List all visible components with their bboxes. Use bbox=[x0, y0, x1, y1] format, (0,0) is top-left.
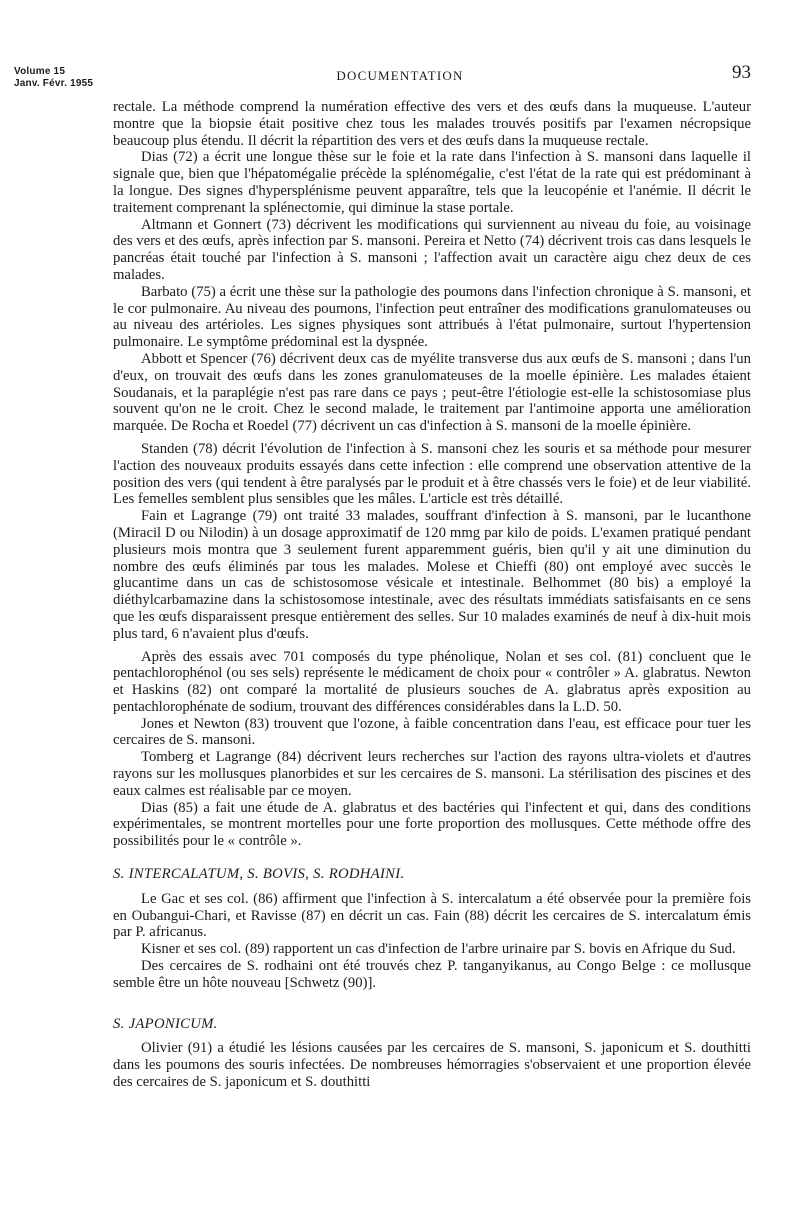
paragraph: Barbato (75) a écrit une thèse sur la pathologie des poumons dans l'infection chronique à S. mansoni, et le cor pulmonaire. Au niveau des poumons, l'infection peut entraîner des modifications granulomateuses ou au niveau des artérioles. Les signes physiques sont attribués à l'état pulmonaire, surtout l'hypertension pulmonaire. Le symptôme prédominal est la dyspnée. bbox=[113, 283, 751, 351]
running-title: DOCUMENTATION bbox=[336, 68, 464, 83]
section-heading: S. INTERCALATUM, S. BOVIS, S. RODHAINI. bbox=[113, 866, 405, 883]
paragraph: Après des essais avec 701 composés du type phénolique, Nolan et ses col. (81) concluent que le pentachlorophénol (ou ses sels) représente le médicament de choix pour « contrôler » A. glabratus. Newton et Haskins (82) ont comparé la mortalité de plusieurs souches de A. glabratus après exposition au pentachlorophénate de sodium, trouvant des différences considérables dans la L.D. 50. bbox=[113, 648, 751, 715]
paragraph: Tomberg et Lagrange (84) décrivent leurs recherches sur l'action des rayons ultra-violets et d'autres rayons sur les mollusques planorbides et sur les cercaires de S. mansoni. La stérilisation des piscines et des eaux calmes est réalisable par ce moyen. bbox=[113, 749, 751, 799]
article-body bbox=[113, 99, 751, 1091]
paragraph: Jones et Newton (83) trouvent que l'ozone, à faible concentration dans l'eau, est efficace pour tuer les cercaires de S. mansoni. bbox=[113, 715, 751, 749]
page-number: 93 bbox=[732, 62, 751, 83]
paragraph: Altmann et Gonnert (73) décrivent les modifications qui surviennent au niveau du foie, au voisinage des vers et des œufs, après infection par S. mansoni. Pereira et Netto (74) décrivent trois cas dans lesquels le pancréas était touché par l'infection à S. mansoni ; l'affection avait un caractère aigu chez deux de ces malades. bbox=[113, 216, 751, 283]
paragraph: Standen (78) décrit l'évolution de l'infection à S. mansoni chez les souris et sa méthode pour mesurer l'action des nouveaux produits essayés dans cette infection : elle comprend une observation attentive de la position des vers (qui tendent à être paralysés par le produit et à être chassés vers le foie) et de leur viabilité. Les femelles semblent plus sensibles que les mâles. L'article est très détaillé. bbox=[113, 440, 751, 508]
issue-label: Janv. Févr. 1955 bbox=[14, 78, 94, 89]
paragraph: Le Gac et ses col. (86) affirment que l'infection à S. intercalatum a été observée pour la première fois en Oubangui-Chari, et Ravisse (87) en décrit un cas. Fain (88) décrit les cercaires de S. intercalatum émis par P. africanus. bbox=[113, 890, 751, 941]
paragraph: Abbott et Spencer (76) décrivent deux cas de myélite transverse dus aux œufs de S. mansoni ; dans l'un d'eux, on trouvait des œufs dans les zones granulomateuses de la moelle épinière. Les malades étaient Soudanais, et la paraplégie n'est pas rare dans ce pays ; peut-être l'étiologie est-elle la schistosomiase plus souvent qu'on ne le croit. Chez le second malade, le traitement par l'antimoine apporta une amélioration marquée. De Rocha et Roedel (77) décrivent un cas d'infection à S. mansoni de la moelle épinière. bbox=[113, 350, 751, 435]
paragraph: Dias (85) a fait une étude de A. glabratus et des bactéries qui l'infectent et qui, dans des conditions expérimentales, se montrent mortelles pour une forte proportion des mollusques. Cette méthode offre des possibilités pour le « contrôle ». bbox=[113, 799, 751, 850]
paragraph: Kisner et ses col. (89) rapportent un cas d'infection de l'arbre urinaire par S. bovis en Afrique du Sud. bbox=[141, 941, 736, 958]
volume-label: Volume 15 bbox=[14, 66, 66, 77]
paragraph: rectale. La méthode comprend la numération effective des vers et des œufs dans la muqueuse. L'auteur montre que la biopsie était positive chez tous les malades trouvés positifs par l'examen nécropsique beaucoup plus étendu. Il décrit la répartition des vers et des œufs dans la muqueuse rectale. bbox=[113, 99, 751, 149]
section-heading: S. JAPONICUM. bbox=[113, 1015, 218, 1032]
paragraph: Des cercaires de S. rodhaini ont été trouvés chez P. tanganyikanus, au Congo Belge : ce mollusque semble être un hôte nouveau [Schwetz (90)]. bbox=[113, 958, 751, 991]
page-header bbox=[0, 62, 800, 102]
paragraph: Olivier (91) a étudié les lésions causées par les cercaires de S. mansoni, S. japonicum et S. douthitti dans les poumons des souris infectées. De nombreuses hémorragies s'observaient et une proportion élevée des cercaires de S. japonicum et S. douthitti bbox=[113, 1040, 751, 1091]
paragraph: Fain et Lagrange (79) ont traité 33 malades, souffrant d'infection à S. mansoni, par le lucanthone (Miracil D ou Nilodin) à un dosage approximatif de 120 mmg par kilo de poids. L'examen pratiqué pendant plusieurs mois montra que 3 seulement furent apparemment guéris, bien qu'il y ait une diminution du nombre des œufs éliminés par tous les malades. Molese et Chieffi (80) ont employé avec succès le glucantime dans un cas de schistosomose vésicale et intestinale. Belhommet (80 bis) a employé la diéthylcarbamazine dans la schistosomose intestinale, avec des résultats immédiats satisfaisants en ce sens que les œufs disparaissent presque entièrement des selles. Sur 10 malades examinés de neuf à dix-huit mois plus tard, 6 n'avaient plus d'œufs. bbox=[113, 508, 751, 642]
paragraph: Dias (72) a écrit une longue thèse sur le foie et la rate dans l'infection à S. mansoni dans laquelle il signale que, bien que l'hépatomégalie précède la splénomégalie, c'est l'état de la rate qui est prédominant à la longue. Des signes d'hypersplénisme peuvent apparaître, tels que la leucopénie et l'anémie. Il décrit le traitement comprenant la splénectomie, qui diminue la stase portale. bbox=[113, 149, 751, 216]
